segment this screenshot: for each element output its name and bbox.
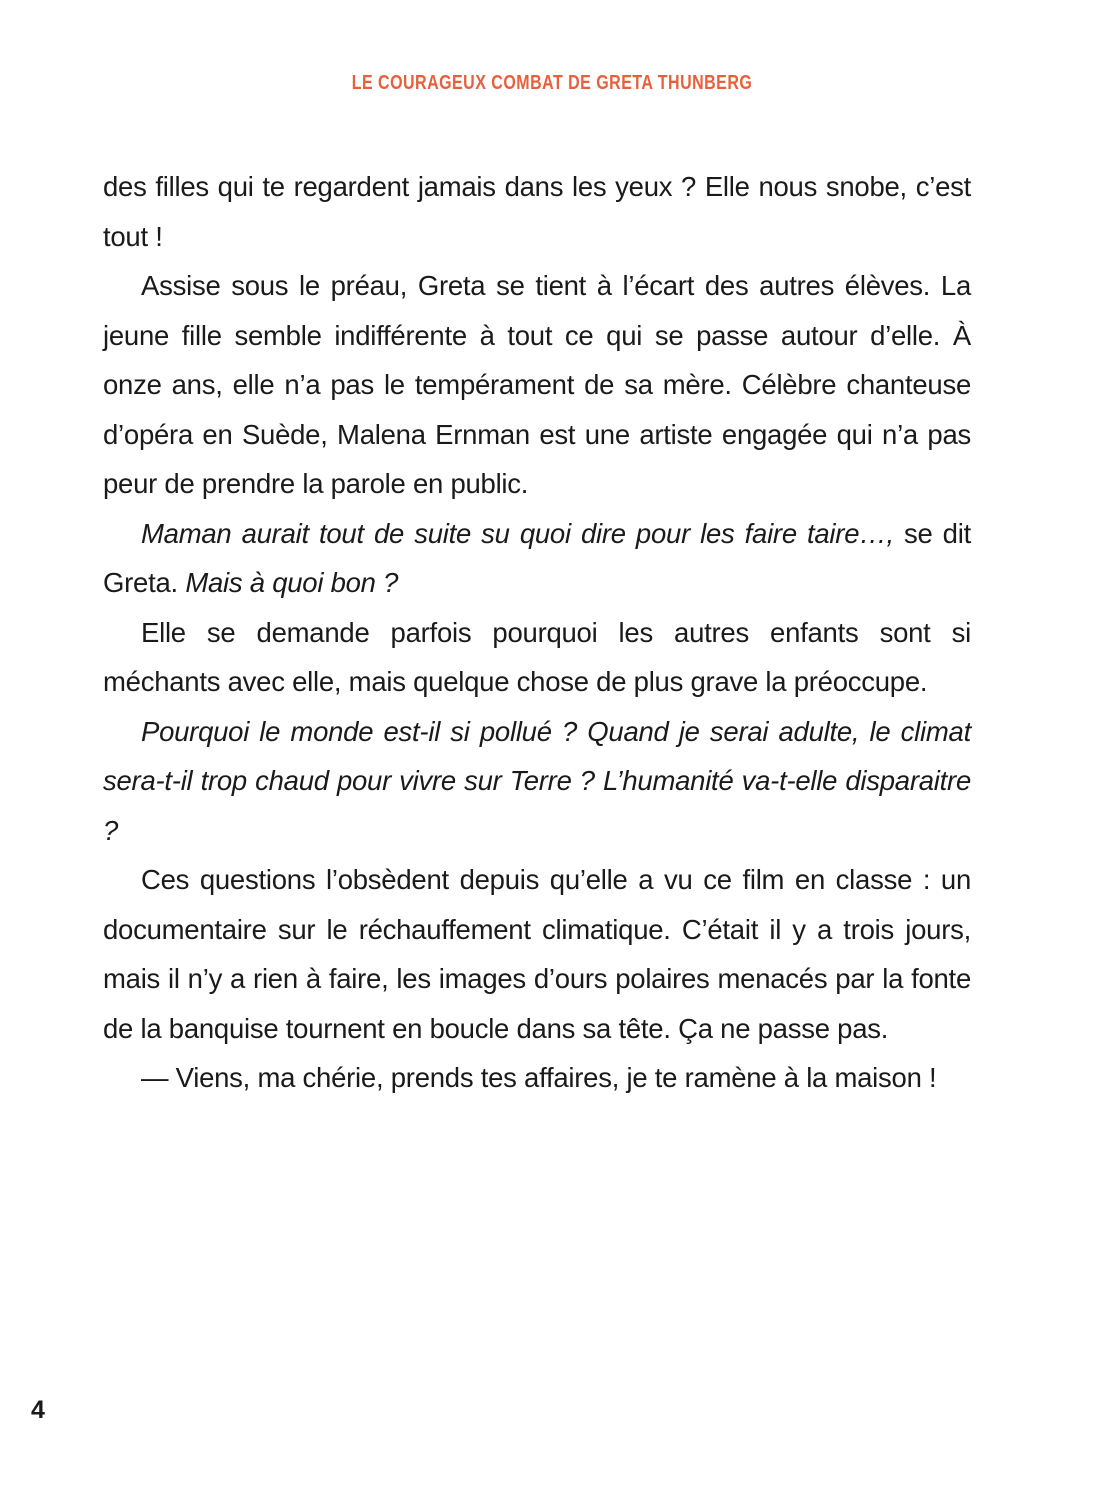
running-head: LE COURAGEUX COMBAT DE GRETA THUNBERG: [351, 72, 753, 94]
paragraph-7-text: — Viens, ma chérie, prends tes affaires, je te ramène à la maison !: [141, 1062, 937, 1093]
paragraph-1: [103, 162, 971, 261]
paragraph-2: [103, 261, 971, 509]
paragraph-4: [103, 608, 971, 707]
paragraph-7: [103, 1053, 971, 1103]
paragraph-4-text: Elle se demande parfois pourquoi les autres enfants sont si méchants avec elle, mais quelque chose de plus grave la préoccupe.: [103, 616, 971, 697]
paragraph-2-text: Assise sous le préau, Greta se tient à l’écart des autres élèves. La jeune fille semble indifférente à tout ce qui se passe autour d’elle. À onze ans, elle n’a pas le tempérament de sa mère. Célèbre chanteuse d’opéra en Suède, Malena Ernman est une artiste engagée qui n’a pas peur de prendre la parole en public.: [103, 270, 971, 499]
paragraph-1-text: des filles qui te regardent jamais dans les yeux ? Elle nous snobe, c’est tout !: [103, 171, 971, 252]
paragraph-5: [103, 707, 971, 856]
paragraph-3-segment-italic-1: Maman aurait tout de suite su quoi dire pour les faire taire…,: [141, 517, 894, 549]
paragraph-5-text: Pourquoi le monde est-il si pollué ? Quand je serai adulte, le climat sera-t-il trop chaud pour vivre sur Terre ? L’humanité va-t-elle disparaitre ?: [103, 715, 971, 846]
paragraph-3: [103, 509, 971, 608]
body-text-block: [103, 162, 971, 1103]
paragraph-6-text: Ces questions l’obsèdent depuis qu’elle a vu ce film en classe : un documentaire sur le réchauffement climatique. C’était il y a trois jours, mais il n’y a rien à faire, les images d’ours polaires menacés par la fonte de la banquise tournent en boucle dans sa tête. Ça ne passe pas.: [103, 864, 971, 1044]
paragraph-6: [103, 855, 971, 1053]
page-number: 4: [31, 1396, 45, 1424]
paragraph-3-segment-italic-2: Mais à quoi bon ?: [185, 567, 399, 598]
paragraph-3-segment-roman: se dit Greta.: [103, 517, 971, 598]
